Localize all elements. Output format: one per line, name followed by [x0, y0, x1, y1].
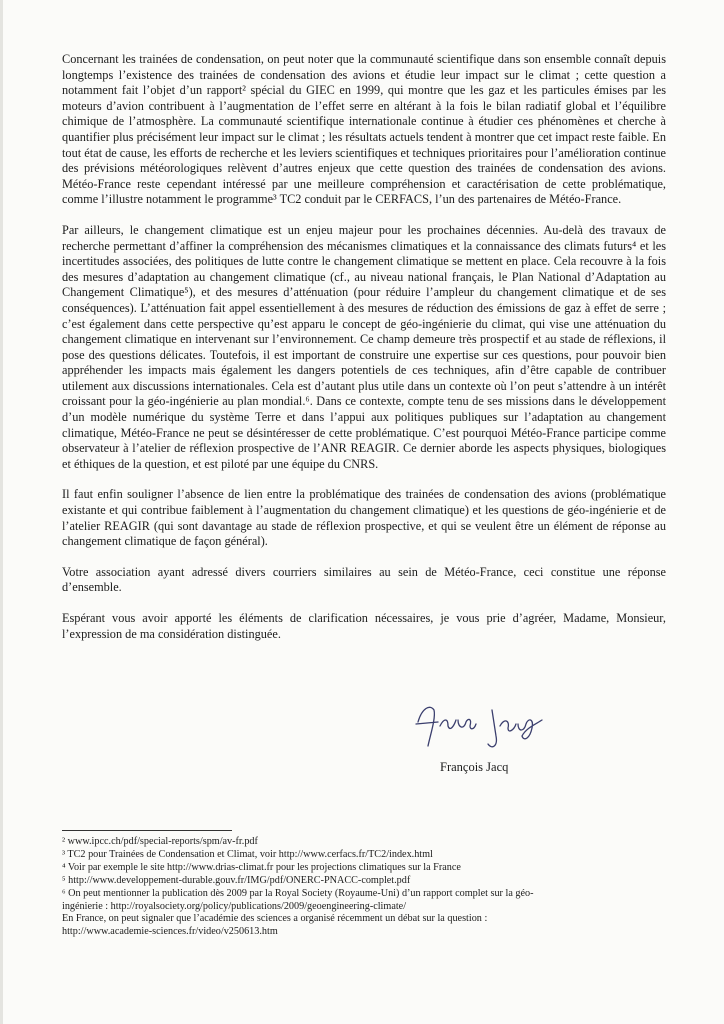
footnote-6-continued: ingénierie : http://royalsociety.org/policy/publications/2009/geoengineering-climate/: [62, 900, 407, 912]
letter-body: [62, 52, 666, 657]
handwritten-signature: [408, 696, 588, 756]
footnote-separator: [62, 830, 232, 831]
footnote-academie: En France, on peut signaler que l’académie des sciences a organisé récemment un débat sur la question :: [62, 913, 488, 925]
signer-name: François Jacq: [440, 760, 509, 774]
footnote-3: ³ TC2 pour Trainées de Condensation et Climat, voir http://www.cerfacs.fr/TC2/index.html: [62, 848, 433, 860]
footnote-2: ² www.ipcc.ch/pdf/special-reports/spm/av-fr.pdf: [62, 836, 258, 847]
paragraph-no-link: Il faut enfin souligner l’absence de lien entre la problématique des trainées de condensation des avions (problématique existante et qui contribue faiblement à l’augmentation du changement climatique) et les questions de géo-ingénierie et de l’atelier REAGIR (qui sont davantage au stade de réflexion prospective, et qui se veulent être un élément de réponse au changement climatique de façon général).: [62, 487, 666, 549]
footnote-6: ⁶ On peut mentionner la publication dès 2009 par la Royal Society (Royaume-Uni) d’un rapport complet sur la géo-: [62, 887, 534, 899]
footnote-4: ⁴ Voir par exemple le site http://www.drias-climat.fr pour les projections climatiques sur la France: [62, 861, 461, 873]
footnotes: [62, 836, 666, 939]
paragraph-closing: Espérant vous avoir apporté les éléments de clarification nécessaires, je vous prie d’agréer, Madame, Monsieur, l’expression de ma considération distinguée.: [62, 611, 666, 641]
footnote-academie-url: http://www.academie-sciences.fr/video/v250613.htm: [62, 926, 278, 938]
paragraph-climate-change: Par ailleurs, le changement climatique est un enjeu majeur pour les prochaines décennies. Au-delà des travaux de recherche permettant d’affiner la compréhension des mécanismes climatiques et la connaissance des climats futurs⁴ et les incertitudes associées, des politiques de lutte contre le changement climatique se mettent en place. Cela recouvre à la fois des mesures d’adaptation au changement climatique (cf., au niveau national français, le Plan National d’Adaptation au Changement Climatique⁵), et des mesures d’atténuation (pour réduire l’ampleur du changement climatique et de ses conséquences). L’atténuation fait appel essentiellement à des mesures de réduction des émissions de gaz à effet de serre ; c’est également dans cette perspective qu’est apparu le concept de géo-ingénierie du climat, qui vise une atténuation du changement climatique en intervenant sur l’environnement. Ce champ demeure très prospectif et au stade de réflexions, il pose des questions délicates. Toutefois, il est important de construire une expertise sur ces questions, pour pouvoir bien appréhender les impacts mais également les dangers potentiels de ces techniques, afin d’être capable de contribuer utilement aux discussions internationales. Cela est d’autant plus utile dans un contexte où l’on peut s’attendre à un intérêt croissant pour la géo-ingénierie au plan mondial.⁶. Dans ce contexte, compte tenu de ses missions dans le développement d’un modèle numérique du système Terre et dans l’appui aux politiques publiques sur l’adaptation au changement climatique, Météo-France ne peut se désintéresser de cette problématique. C’est pourquoi Météo-France participe comme observateur à l’atelier de réflexion prospective de l’ANR REAGIR. Ce dernier aborde les aspects physiques, biologiques et éthiques de la question, et est piloté par une équipe du CNRS.: [62, 222, 666, 471]
signature-block: [408, 696, 588, 776]
paragraph-contrails: Concernant les trainées de condensation, on peut noter que la communauté scientifique dans son ensemble connaît depuis longtemps l’existence des trainées de condensation des avions et étudie leur impact sur le climat ; cette question a notamment fait l’objet d’un rapport² spécial du GIEC en 1999, qui montre que les gaz et les particules émises par les moteurs d’avion contribuent à l’augmentation de l’effet serre en altérant à la fois le bilan radiatif global et l’équilibre chimique de l’atmosphère. La communauté scientifique internationale continue à étudier ces phénomènes et cherche à quantifier plus précisément leur impact sur le climat ; les résultats actuels tendent à montrer que cet impact reste faible. En tout état de cause, les efforts de recherche et les leviers scientifiques et techniques prioritaires pour l’amélioration continue des prévisions météorologiques relèvent d’autres enjeux que cette question des trainées de condensation des avions. Météo-France reste cependant intéressé par une meilleure compréhension et caractérisation de cette problématique, comme l’illustre notamment le programme³ TC2 conduit par le CERFACS, l’un des partenaires de Météo-France.: [62, 52, 666, 207]
footnote-5: ⁵ http://www.developpement-durable.gouv.fr/IMG/pdf/ONERC-PNACC-complet.pdf: [62, 874, 411, 886]
paragraph-association: Votre association ayant adressé divers courriers similaires au sein de Météo-France, ceci constitue une réponse d’ensemble.: [62, 564, 666, 595]
